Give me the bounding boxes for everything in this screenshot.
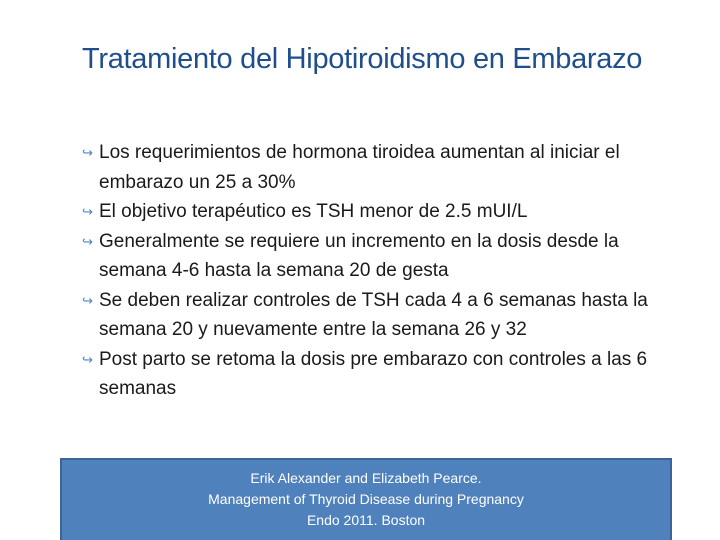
bullet-item <box>76 286 656 345</box>
bullet-item <box>76 197 656 227</box>
bullet-item <box>76 227 656 286</box>
curved-arrow-bullet-icon: ↪ <box>82 233 93 249</box>
curved-arrow-bullet-icon: ↪ <box>82 351 93 367</box>
bullet-item <box>76 138 656 197</box>
slide-title: Tratamiento del Hipotiroidismo en Embarazo <box>82 43 643 75</box>
bullet-text: Post parto se retoma la dosis pre embarazo con controles a las 6 semanas <box>99 348 648 399</box>
citation-source: Endo 2011. Boston <box>306 512 426 528</box>
citation-title: Management of Thyroid Disease during Pregnancy <box>208 491 524 507</box>
bullet-item <box>76 345 656 404</box>
curved-arrow-bullet-icon: ↪ <box>82 204 93 219</box>
citation-box <box>60 458 672 540</box>
bullet-list <box>76 138 656 404</box>
bullet-text: Los requerimientos de hormona tiroidea aumentan al iniciar el embarazo un 25 a 30% <box>99 142 620 193</box>
bullet-text: Generalmente se requiere un incremento en la dosis desde la semana 4-6 hasta la semana 20 de gesta <box>99 230 619 281</box>
curved-arrow-bullet-icon: ↪ <box>82 292 93 308</box>
curved-arrow-bullet-icon: ↪ <box>82 145 93 160</box>
bullet-text: Se deben realizar controles de TSH cada 4 a 6 semanas hasta la semana 20 y nuevamente entre la semana 26 y 32 <box>99 289 648 340</box>
bullet-text: El objetivo terapéutico es TSH menor de 2.5 mUI/L <box>99 201 528 222</box>
citation-authors: Erik Alexander and Elizabeth Pearce. <box>250 470 482 486</box>
